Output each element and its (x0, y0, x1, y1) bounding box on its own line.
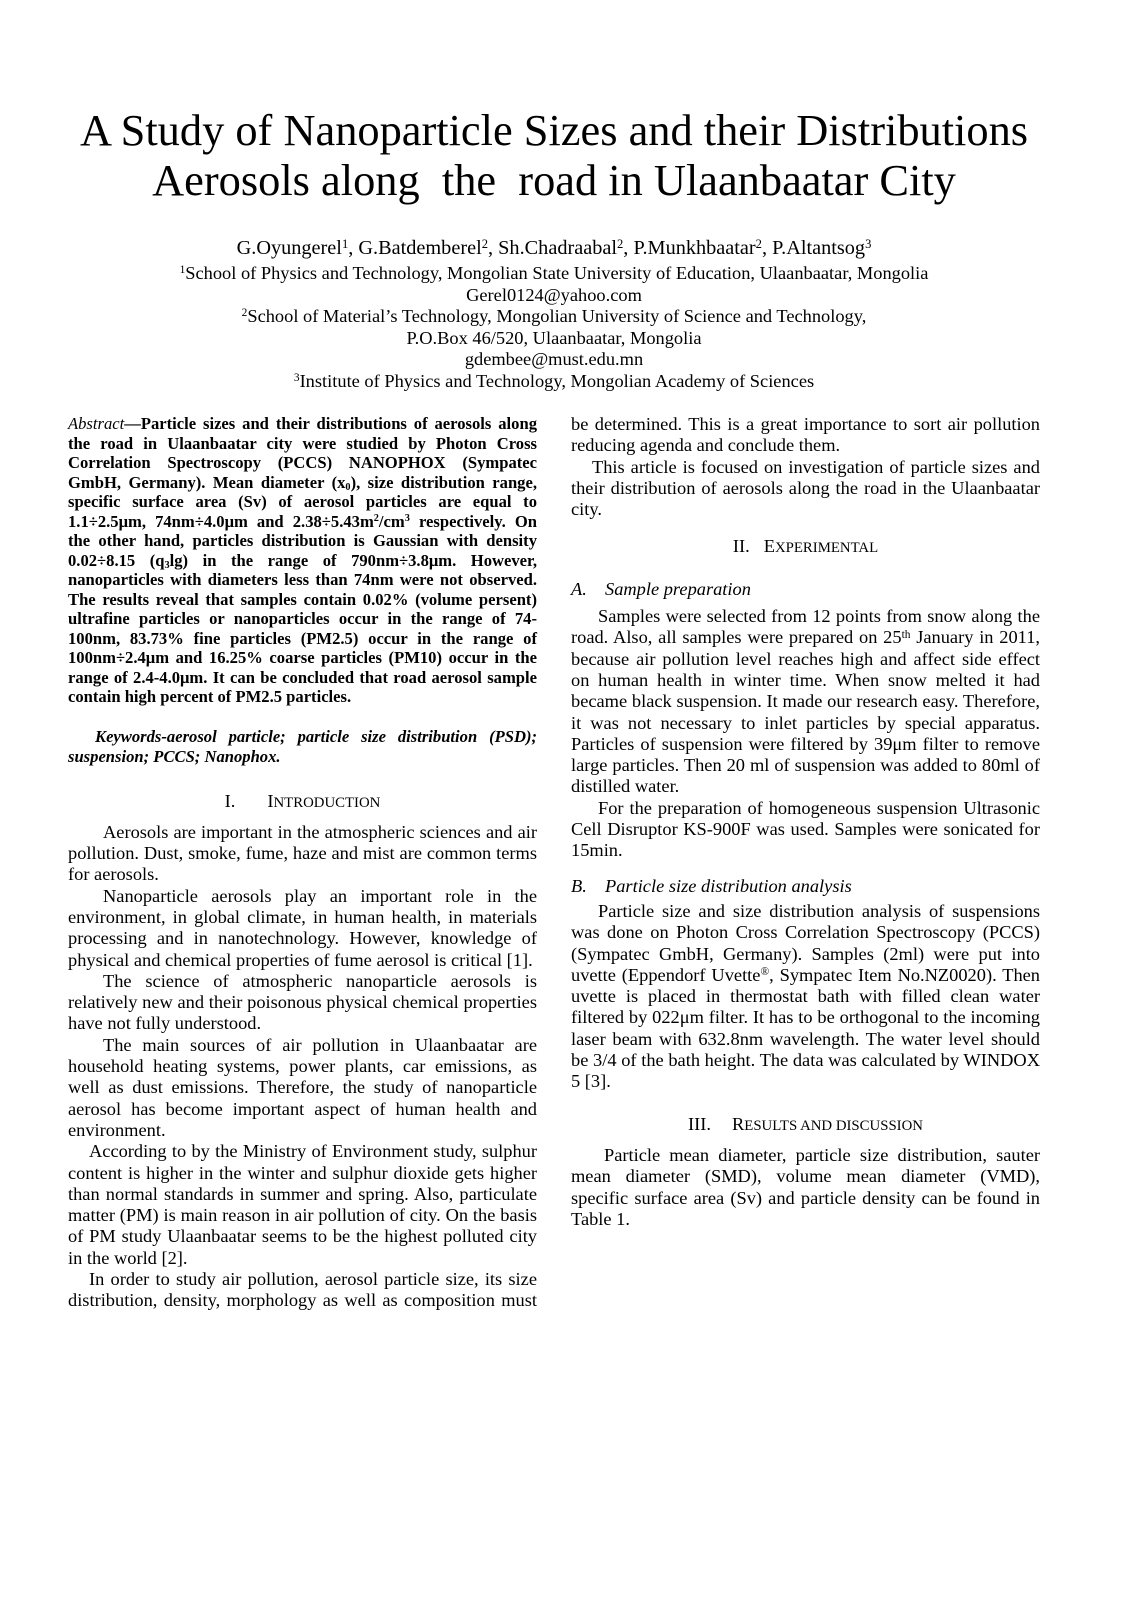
author-affiliation-mark: 2 (617, 236, 624, 251)
affiliation-line (68, 306, 1040, 328)
abstract (68, 414, 537, 707)
abstract-text: ), size distribution range, specific surface area (Sv) of aerosol particles are equal to 1.1÷2.5μm, 74nm÷4.0μm and 2.38÷5.43m (68, 472, 537, 531)
section-title: RESULTS AND DISCUSSION (732, 1113, 923, 1134)
section-number: III. (688, 1113, 711, 1134)
paragraph: For the preparation of homogeneous suspension Ultrasonic Cell Disruptor KS-900F was used. Samples were sonicated for 15min. (571, 797, 1040, 861)
paper-title (68, 105, 1040, 205)
affiliation-list (68, 263, 1040, 393)
affiliation-line (68, 371, 1040, 393)
paragraph (571, 901, 1040, 1093)
affiliation-text: School of Physics and Technology, Mongolian State University of Education, Ulaanbaatar, Mongolia (185, 263, 929, 283)
title-line: Aerosols along the road in Ulaanbaatar City (152, 155, 956, 205)
abstract-text: lg) in the range of 790nm÷3.8μm. However, nanoparticles with diameters less than 74nm were not observed. The results reveal that samples contain 0.02% (volume persent) ultrafine particles or nanoparticles occur in the range of 74-100nm, 83.73% fine particles (PM2.5) occur in the range of 100nm÷2.4μm and 16.25% coarse particles (PM10) occur in the range of 2.4-4.0μm. It can be concluded that road aerosol sample contain high percent of PM2.5 particles. (68, 550, 537, 706)
paragraph-text: Samples were selected from 12 points from snow along the road. Also, all samples were prepared on 25 (571, 606, 1040, 648)
abstract-text: /cm (378, 511, 405, 531)
paragraph: Aerosols are important in the atmospheric sciences and air pollution. Dust, smoke, fume, haze and mist are common terms for aerosols. (68, 821, 537, 885)
affiliation-address: P.O.Box 46/520, Ulaanbaatar, Mongolia (406, 327, 702, 348)
paragraph (571, 606, 1040, 798)
author-list (68, 236, 1040, 260)
title-line: A Study of Nanoparticle Sizes and their Distributions (79, 105, 1029, 155)
paragraph: Nanoparticle aerosols play an important role in the environment, in global climate, in human health, in materials processing and in nanotechnology. However, knowledge of physical and chemical properties of fume aerosol is critical [1]. (68, 885, 537, 970)
section-title: INTRODUCTION (267, 790, 381, 811)
author-affiliation-mark: 3 (865, 236, 872, 251)
superscript: ® (760, 966, 770, 979)
subsection-title: Particle size distribution analysis (605, 875, 852, 896)
superscript: th (901, 628, 911, 641)
author-separator: , (623, 237, 634, 259)
author-name: Sh.Chadraabal (498, 237, 617, 259)
abstract-text: respectively. On the other hand, particles distribution is Gaussian with density 0.02÷8.15 (q (68, 511, 538, 570)
subsection-heading-sample-preparation (571, 579, 1040, 600)
author-name: G.Batdemberel (358, 237, 482, 259)
subscript: 0 (345, 482, 351, 494)
author-affiliation-mark: 1 (341, 236, 349, 251)
paragraph: The science of atmospheric nanoparticle aerosols is relatively new and their poisonous physical chemical properties have not fully understood. (68, 970, 537, 1034)
subscript: 3 (164, 560, 170, 572)
subsection-title: Sample preparation (605, 578, 751, 599)
affiliation (68, 306, 1040, 371)
section-heading-introduction (68, 791, 537, 814)
section-number: II. (732, 536, 750, 557)
section-number: I. (224, 790, 236, 811)
author-affiliation-mark: 2 (481, 236, 489, 251)
keywords: Keywords-aerosol particle; particle size distribution (PSD); suspension; PCCS; Nanophox. (68, 726, 537, 766)
section-title: EXPERIMENTAL (763, 536, 879, 557)
abstract-text: —Particle sizes and their distributions of aerosols along the road in Ulaanbaatar city were studied by Photon Cross Correlation Spectroscopy (PCCS) NANOPHOX (Sympatec GmbH, Germany). Mean diameter (x (68, 414, 537, 492)
paragraph: According to by the Ministry of Environment study, sulphur content is higher in the winter and sulphur dioxide gets higher than normal standards in summer and spring. Also, particulate matter (PM) is main reason in air pollution of city. On the basis of PM study Ulaanbaatar seems to be the highest polluted city in the world [2]. (68, 1141, 537, 1268)
affiliation-mark: 2 (241, 307, 248, 320)
paragraph-text: Particle size and size distribution analysis of suspensions was done on Photon Cross Correlation Spectroscopy (PCCS) (Sympatec GmbH, Germany). Samples (2ml) were put into uvette (Eppendorf Uvette (571, 900, 1040, 985)
author-separator: , (761, 237, 773, 259)
subsection-letter: A. (571, 578, 587, 599)
author-name: P.Altantsog (772, 237, 866, 259)
paragraph-text: , Sympatec Item No.NZ0020). Then uvette is placed in thermostat bath with filled clean water filtered by 022μm filter. It has to be orthogonal to the incoming laser beam with 632.8nm wavelength. The water level should be 3/4 of the bath height. The data was calculated by WINDOX 5 [3]. (571, 964, 1040, 1092)
superscript: 3 (404, 513, 410, 525)
abstract-label: Abstract (68, 414, 125, 433)
affiliation-email: gdembee@must.edu.mn (464, 349, 644, 370)
paragraph-continued: In order to study air pollution, aerosol particle size, its size distribution, density, morphology as well as composition must (68, 1269, 537, 1311)
left-column (68, 414, 537, 1312)
paragraph: Particle mean diameter, particle size distribution, sauter mean diameter (SMD), volume mean diameter (VMD), specific surface area (Sv) and particle density can be found in Table 1. (571, 1144, 1040, 1229)
author-name: G.Oyungerel (236, 237, 342, 259)
section-heading-results (571, 1114, 1040, 1137)
affiliation-mark: 1 (179, 264, 186, 277)
affiliation-text: School of Material’s Technology, Mongolian University of Science and Technology, (247, 306, 867, 327)
affiliation (68, 371, 1040, 393)
author-affiliation-mark: 2 (755, 236, 762, 251)
subsection-heading-particle-size-analysis (571, 876, 1040, 897)
paragraph-continuation: be determined. This is a great importance to sort air pollution reducing agenda and conclude them. (571, 414, 1040, 456)
right-column (571, 414, 1040, 1230)
superscript: 2 (373, 513, 379, 525)
affiliation-email: Gerel0124@yahoo.com (466, 284, 642, 305)
author-name: P.Munkhbaatar (633, 237, 756, 259)
affiliation (68, 263, 1040, 306)
paragraph: This article is focused on investigation of particle sizes and their distribution of aerosols along the road in the Ulaanbaatar city. (571, 456, 1040, 520)
affiliation-mark: 3 (293, 372, 300, 385)
section-heading-experimental (571, 536, 1040, 559)
subsection-letter: B. (571, 875, 587, 896)
author-separator: , (348, 237, 359, 259)
author-separator: , (488, 237, 499, 259)
affiliation-line (68, 263, 1040, 285)
paragraph-text: January in 2011, because air pollution level reaches high and affect side effect on human health in winter time. When snow melted it had became black suspension. It made our research easy. Therefore, it was not necessary to inlet particles by special apparatus. Particles of suspension were filtered by 39μm filter to remove large particles. Then 20 ml of suspension was added to 80ml of distilled water. (571, 627, 1040, 797)
paragraph: The main sources of air pollution in Ulaanbaatar are household heating systems, power plants, car emissions, as well as dust emissions. Therefore, the study of nanoparticle aerosol has become important aspect of human health and environment. (68, 1034, 537, 1140)
affiliation-text: Institute of Physics and Technology, Mongolian Academy of Sciences (299, 370, 815, 391)
